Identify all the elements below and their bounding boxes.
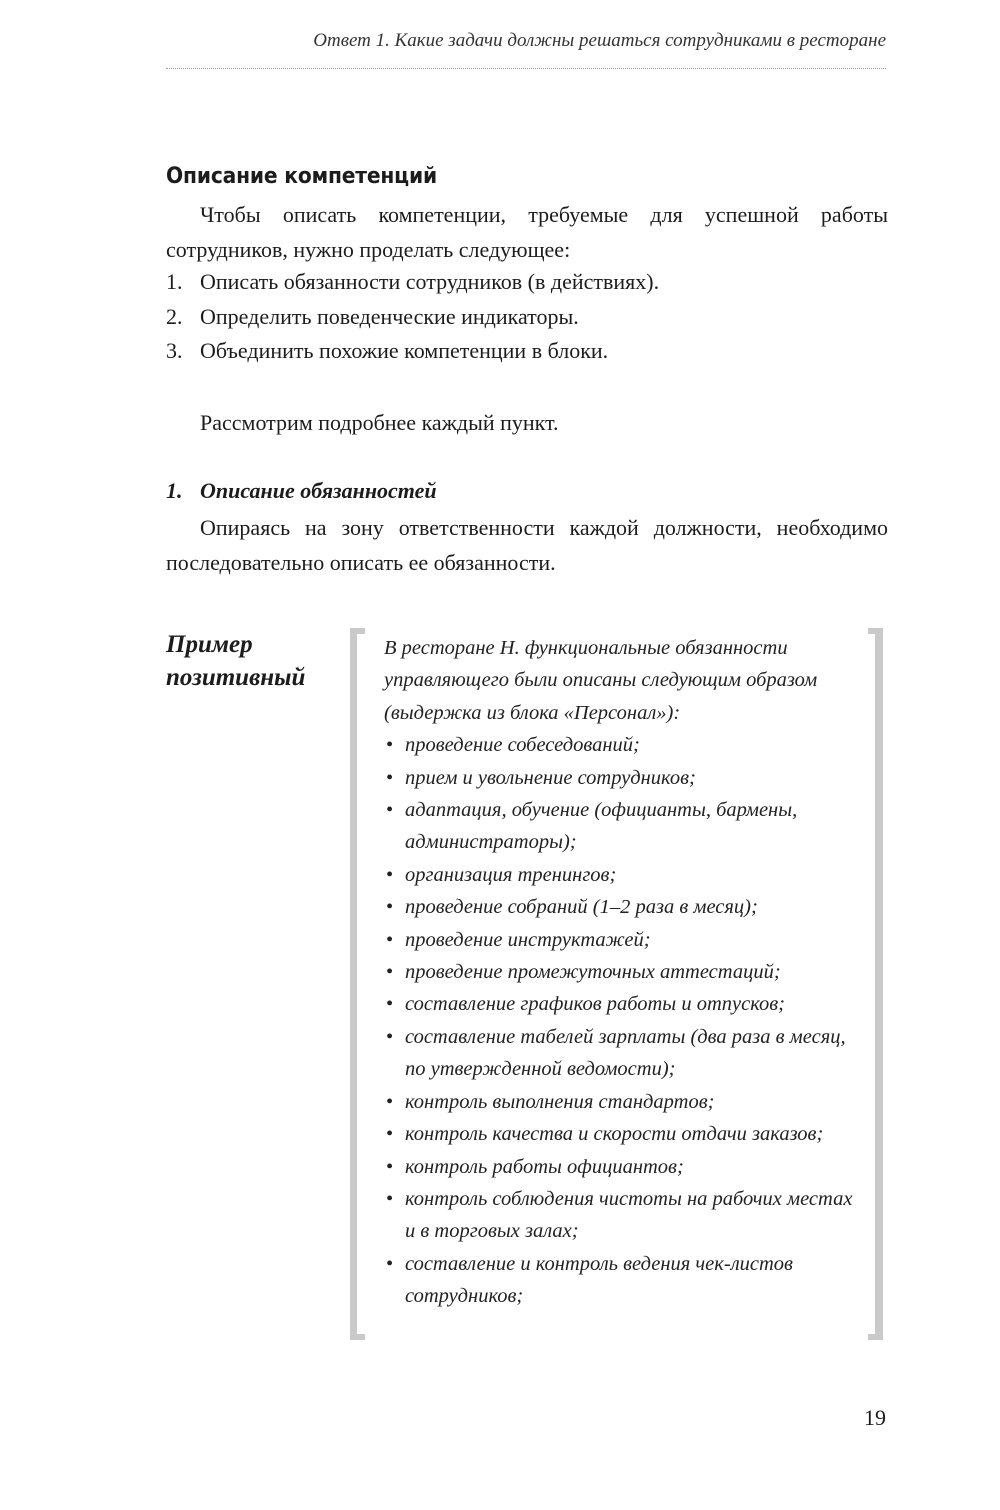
bullet-icon: •	[386, 961, 394, 984]
duty-list-item	[384, 762, 862, 794]
duty-list-item	[384, 988, 862, 1020]
bullet-icon: •	[386, 896, 394, 919]
followup-paragraph: Рассмотрим подробнее каждый пункт.	[200, 410, 559, 435]
bullet-icon: •	[386, 1123, 394, 1146]
duty-text: организация тренингов;	[405, 863, 617, 886]
example-bracket-left	[350, 628, 357, 1340]
duty-list-item	[384, 794, 862, 859]
duty-text: прием и увольнение сотрудников;	[405, 766, 696, 789]
duty-text: контроль качества и скорости отдачи заказов;	[405, 1123, 824, 1146]
bullet-icon: •	[386, 863, 394, 886]
bullet-icon: •	[386, 766, 394, 789]
section-title: Описание компетенций	[166, 164, 437, 189]
step-text: Описать обязанности сотрудников (в действиях).	[200, 269, 660, 294]
example-box	[384, 632, 862, 1313]
example-duties-list	[384, 729, 862, 1312]
subsection-title-text: Описание обязанностей	[200, 478, 437, 503]
step-item	[166, 265, 888, 300]
duty-list-item	[384, 1151, 862, 1183]
bullet-icon: •	[386, 1252, 394, 1275]
duty-text: контроль соблюдения чистоты на рабочих местах и в торговых залах;	[405, 1187, 853, 1243]
step-text: Определить поведенческие индикаторы.	[200, 303, 579, 329]
duty-list-item	[384, 924, 862, 956]
subsection-paragraph: Опираясь на зону ответственности каждой должности, необходимо последовательно описать ее обязанности.	[166, 515, 888, 575]
bullet-icon: •	[386, 1155, 394, 1178]
example-bracket-right-top-serif	[868, 628, 883, 634]
duty-list-item	[384, 1118, 862, 1150]
bullet-icon: •	[386, 993, 394, 1016]
example-label-line2: позитивный	[166, 664, 306, 691]
bullet-icon: •	[386, 928, 394, 951]
duty-list-item	[384, 1021, 862, 1086]
duty-text: контроль выполнения стандартов;	[405, 1090, 715, 1113]
example-intro: В ресторане Н. функциональные обязанности управляющего были описаны следующим образом (выдержка из блока «Персонал»):	[384, 637, 818, 724]
bullet-icon: •	[386, 1187, 394, 1210]
duty-text: составление графиков работы и отпусков;	[405, 993, 785, 1016]
bullet-icon: •	[386, 1090, 394, 1113]
subsection-number: 1.	[166, 478, 183, 503]
duty-text: проведение собеседований;	[405, 734, 640, 757]
steps-list	[166, 265, 888, 369]
subsection-title	[166, 478, 437, 504]
page-number: 19	[864, 1405, 886, 1430]
duty-list-item	[384, 891, 862, 923]
duty-list-item	[384, 859, 862, 891]
duty-text: составление и контроль ведения чек-листов сотрудников;	[405, 1252, 793, 1308]
step-number: 3.	[166, 338, 183, 363]
step-text: Объединить похожие компетенции в блоки.	[200, 338, 609, 363]
duty-list-item	[384, 1248, 862, 1313]
bullet-icon: •	[386, 734, 394, 757]
step-item	[166, 300, 888, 335]
bullet-icon: •	[386, 799, 394, 822]
example-bracket-right	[875, 628, 883, 1340]
example-bracket-right-bottom-serif	[868, 1334, 883, 1340]
step-number: 2.	[166, 303, 183, 329]
duty-text: проведение промежуточных аттестаций;	[405, 961, 781, 984]
duty-list-item	[384, 1183, 862, 1248]
bullet-icon: •	[386, 1025, 394, 1048]
duty-text: контроль работы официантов;	[405, 1155, 684, 1178]
example-label-line1: Пример	[166, 631, 253, 658]
example-bracket-left-top-serif	[350, 628, 365, 634]
duty-text: проведение инструктажей;	[405, 928, 651, 951]
example-bracket-left-bottom-serif	[350, 1334, 365, 1340]
duty-text: адаптация, обучение (официанты, бармены, администраторы);	[405, 799, 798, 854]
duty-list-item	[384, 956, 862, 988]
header-divider	[166, 68, 886, 69]
duty-list-item	[384, 1086, 862, 1118]
section-intro-paragraph: Чтобы описать компетенции, требуемые для успешной работы сотрудников, нужно проделать следующее:	[166, 202, 888, 262]
step-item	[166, 334, 888, 369]
running-header: Ответ 1. Какие задачи должны решаться сотрудниками в ресторане	[313, 30, 886, 51]
step-number: 1.	[166, 269, 183, 294]
duty-text: проведение собраний (1–2 раза в месяц);	[405, 896, 758, 919]
duty-list-item	[384, 729, 862, 761]
duty-text: составление табелей зарплаты (два раза в месяц, по утвержденной ведомости);	[405, 1025, 846, 1081]
example-label	[166, 628, 305, 694]
